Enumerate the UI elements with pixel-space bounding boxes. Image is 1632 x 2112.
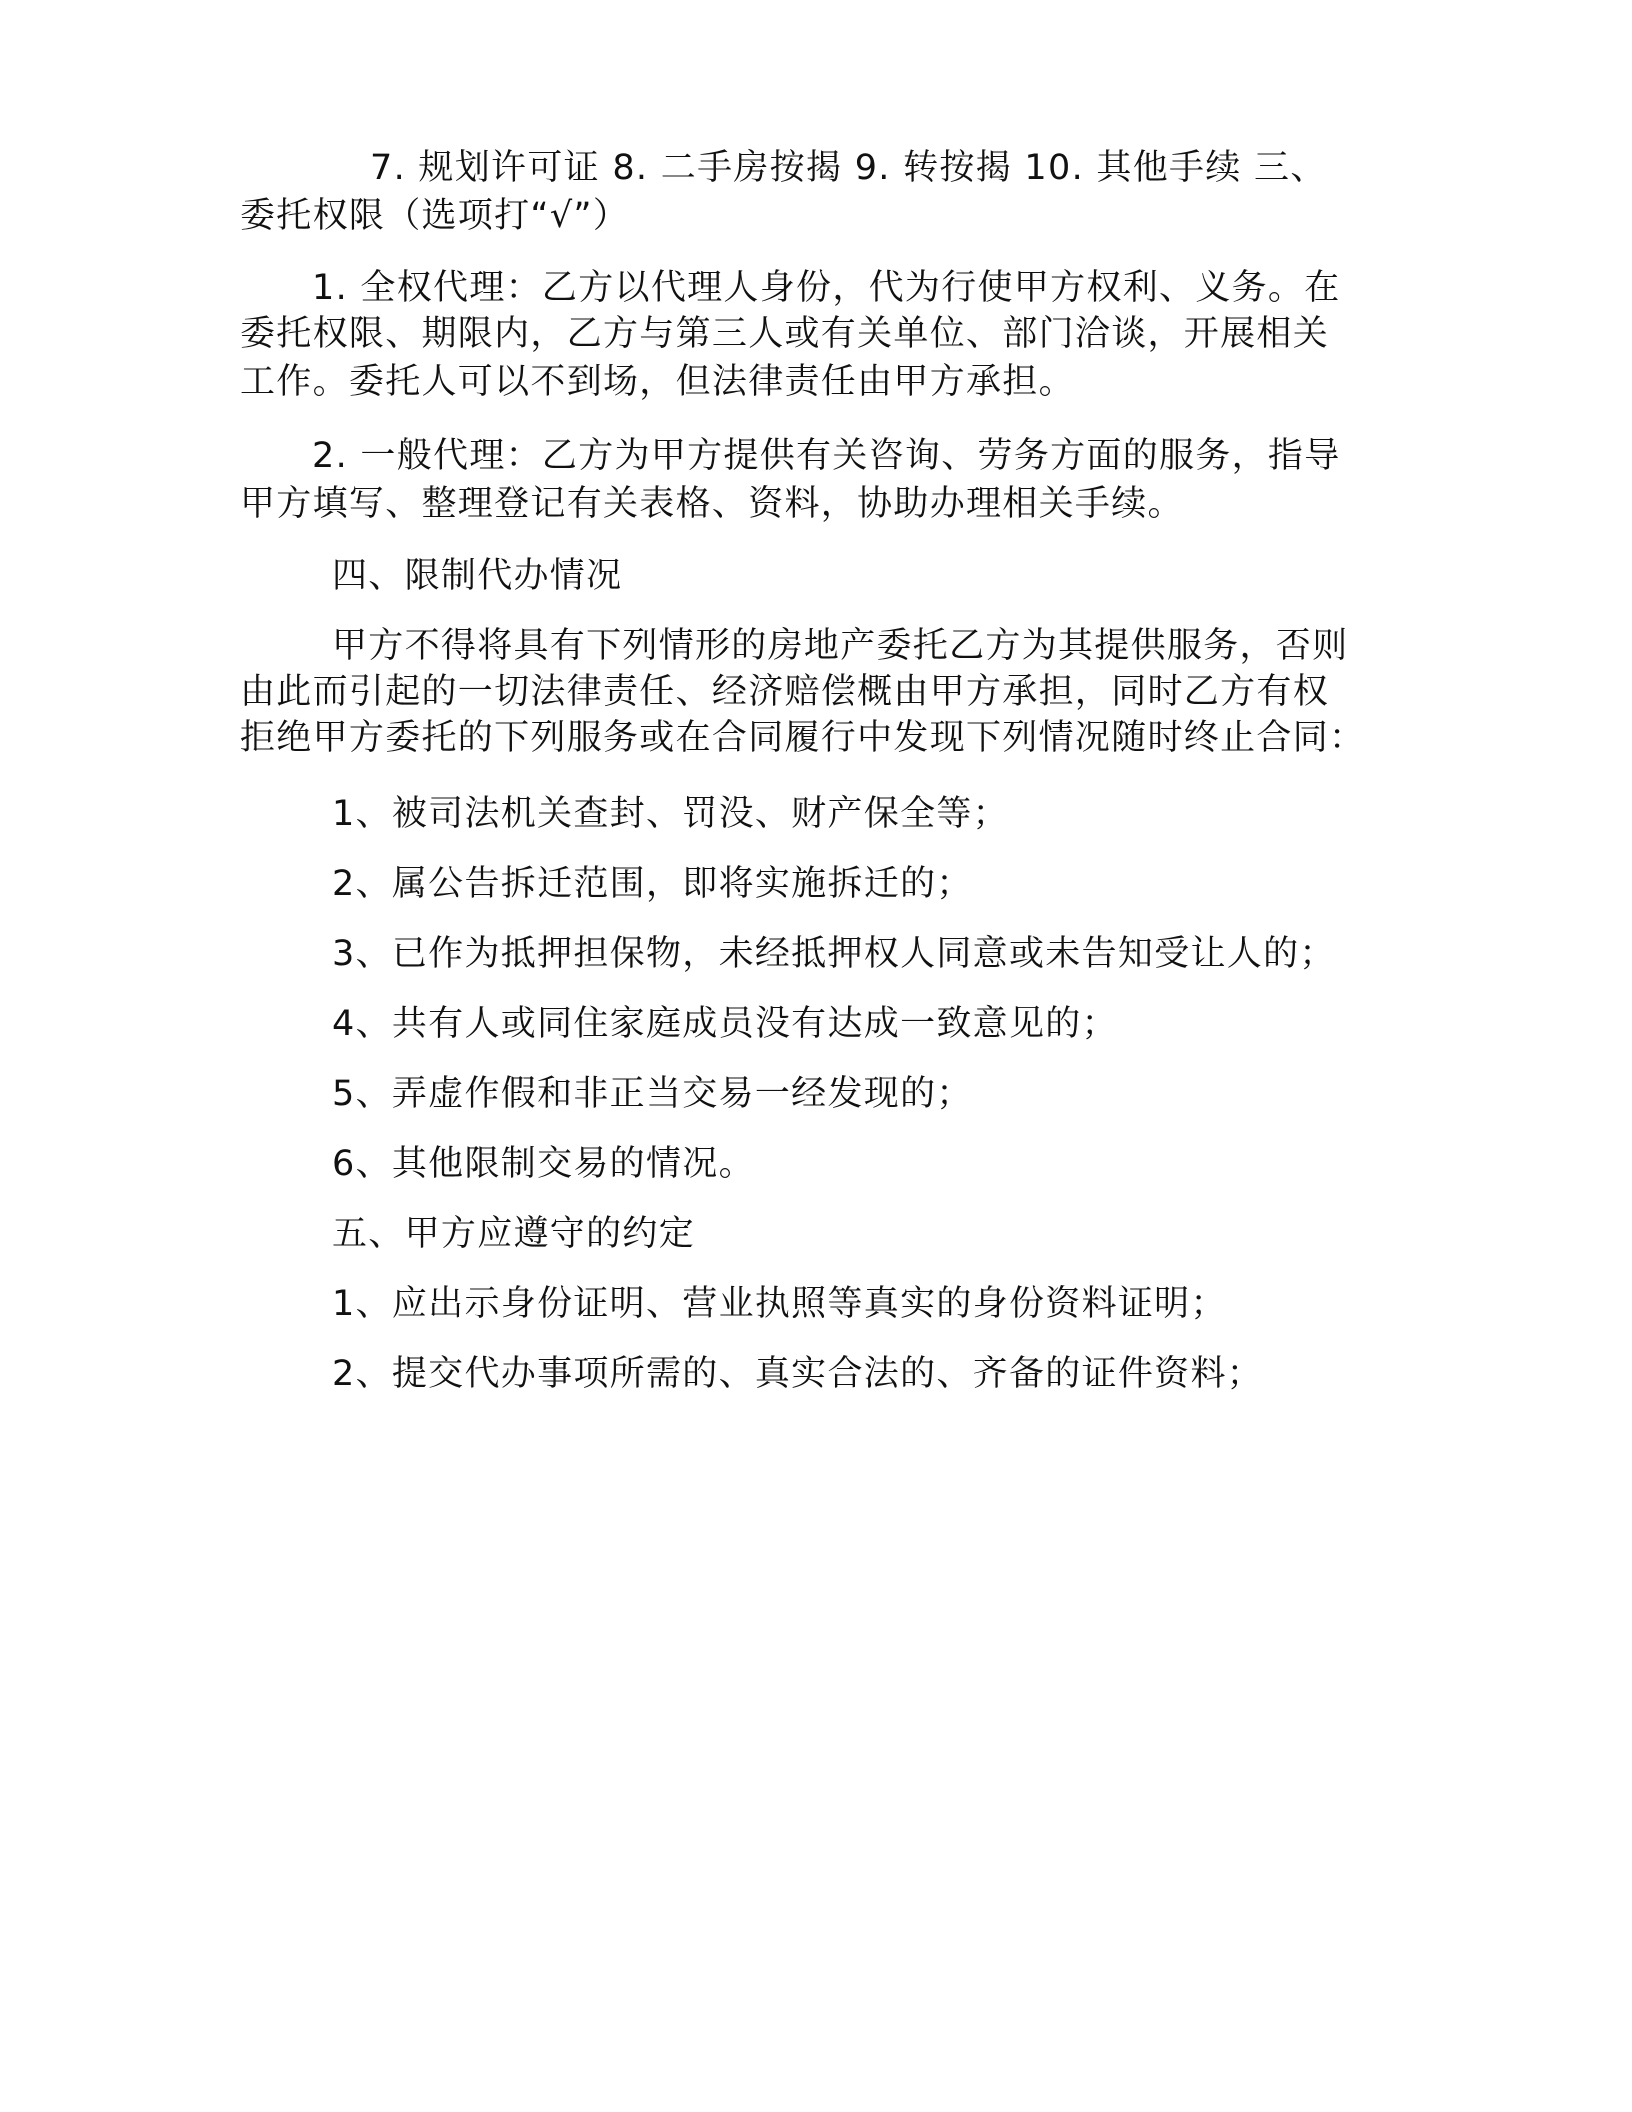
- authority-general-line: 2. 一般代理：乙方为甲方提供有关咨询、劳务方面的服务，指导: [312, 436, 1341, 476]
- restriction-item: 4、共有人或同住家庭成员没有达成一致意见的；: [332, 1004, 1118, 1044]
- authority-full-line: 委托权限、期限内，乙方与第三人或有关单位、部门洽谈，开展相关: [240, 314, 1330, 354]
- authority-full-line: 1. 全权代理：乙方以代理人身份，代为行使甲方权利、义务。在: [312, 268, 1341, 308]
- restriction-item: 3、已作为抵押担保物，未经抵押权人同意或未告知受让人的；: [332, 934, 1336, 974]
- continuation-line: 7. 规划许可证 8. 二手房按揭 9. 转按揭 10. 其他手续 三、: [370, 148, 1327, 188]
- obligation-item: 2、提交代办事项所需的、真实合法的、齐备的证件资料；: [332, 1354, 1264, 1394]
- section4-intro-line: 甲方不得将具有下列情形的房地产委托乙方为其提供服务，否则: [332, 626, 1349, 666]
- restriction-item: 2、属公告拆迁范围，即将实施拆迁的；: [332, 864, 973, 904]
- authority-full-line: 工作。委托人可以不到场，但法律责任由甲方承担。: [240, 362, 1075, 402]
- section3-title: 委托权限（选项打“√”）: [240, 196, 630, 236]
- restriction-item: 6、其他限制交易的情况。: [332, 1144, 755, 1184]
- restriction-item: 5、弄虚作假和非正当交易一经发现的；: [332, 1074, 973, 1114]
- section4-intro-line: 由此而引起的一切法律责任、经济赔偿概由甲方承担，同时乙方有权: [240, 672, 1330, 712]
- restriction-item: 1、被司法机关查封、罚没、财产保全等；: [332, 794, 1009, 834]
- section4-title: 四、限制代办情况: [332, 556, 623, 596]
- section4-intro-line: 拒绝甲方委托的下列服务或在合同履行中发现下列情况随时终止合同：: [240, 718, 1366, 758]
- authority-general-line: 甲方填写、整理登记有关表格、资料，协助办理相关手续。: [240, 484, 1184, 524]
- obligation-item: 1、应出示身份证明、营业执照等真实的身份资料证明；: [332, 1284, 1227, 1324]
- section5-title: 五、甲方应遵守的约定: [332, 1214, 696, 1254]
